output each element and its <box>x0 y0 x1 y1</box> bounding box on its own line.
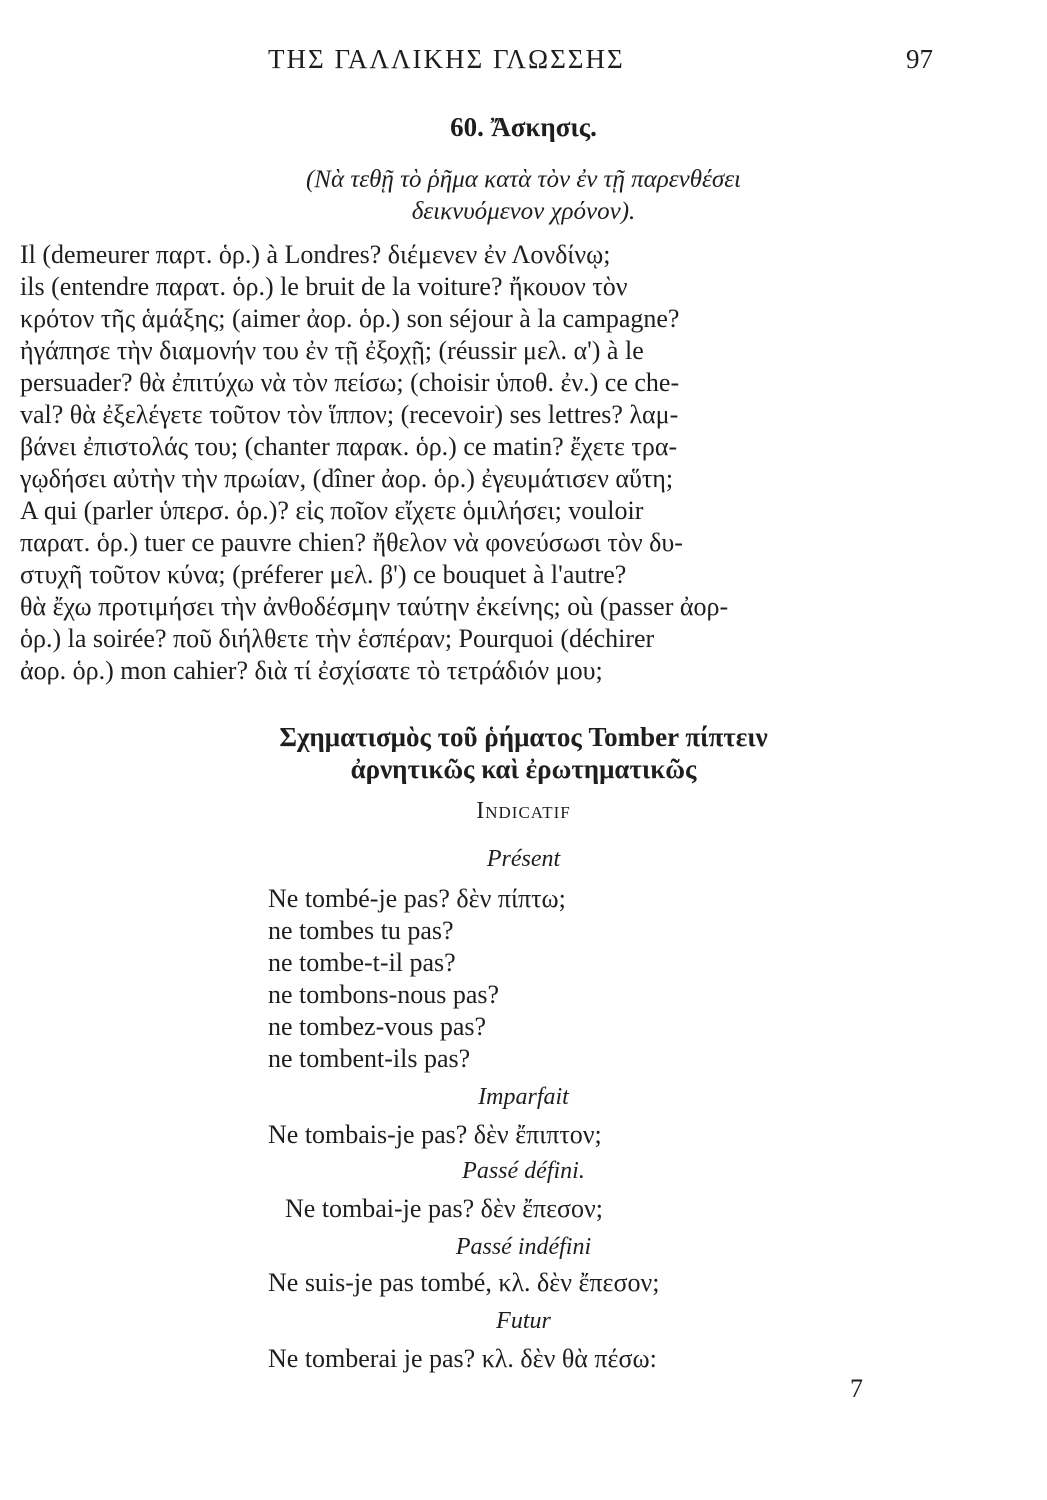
exercise-line: val? θὰ ἐξελέγετε τοῦτον τὸν ἵππον; (recevoir) ses lettres? λαμ- <box>20 400 679 429</box>
exercise-line: A qui (parler ὑπερσ. ὁρ.)? εἰς ποῖον εἴχετε ὁμιλήσει; vouloir <box>20 496 644 525</box>
tense-label-passe-indefini: Passé indéfini <box>455 1234 592 1260</box>
conjugation-form: ne tombons-nous pas? <box>268 980 500 1009</box>
tense-label-passe-defini: Passé défini. <box>462 1158 585 1184</box>
exercise-line: κρότον τῆς ἁμάξης; (aimer ἀορ. ὁρ.) son séjour à la campagne? <box>20 304 680 333</box>
exercise-line: ὁρ.) la soirée? ποῦ διήλθετε τὴν ἑσπέραν; Pourquoi (déchirer <box>20 624 655 653</box>
exercise-instruction-line-2: δεικνυόμενον χρόνον). <box>411 198 636 225</box>
page-number: 97 <box>906 44 933 74</box>
exercise-line: Il (demeurer παρτ. ὁρ.) à Londres? διέμενεν ἐν Λονδίνῳ; <box>20 240 611 269</box>
tense-label-futur: Futur <box>496 1308 551 1334</box>
exercise-line: persuader? θὰ ἐπιτύχω νὰ τὸν πείσω; (choisir ὑποθ. ἐν.) ce che- <box>20 368 680 397</box>
tense-label-imparfait: Imparfait <box>478 1084 569 1110</box>
exercise-line: ils (entendre παρατ. ὁρ.) le bruit de la voiture? ἤκουον τὸν <box>20 272 628 301</box>
mood-label: Indicatif <box>476 798 571 824</box>
conjugation-form: ne tombe-t-il pas? <box>268 948 456 977</box>
tense-label-present: Présent <box>486 846 561 872</box>
signature-mark: 7 <box>850 1374 863 1403</box>
conjugation-heading-line-1: Σχηματισμὸς τοῦ ῥήματος Tomber πίπτειν <box>279 722 768 752</box>
running-head <box>0 44 1047 80</box>
exercise-line: ἠγάπησε τὴν διαμονήν του ἐν τῇ ἐξοχῇ; (réussir μελ. α') à le <box>20 336 644 365</box>
conjugation-form-passe-indefini: Ne suis-je pas tombé, κλ. δὲν ἔπεσον; <box>268 1268 660 1297</box>
conjugation-form-imparfait: Ne tombais-je pas? δὲν ἔπιπτον; <box>268 1120 602 1149</box>
exercise-title: 60. Ἄσκησις. <box>450 112 597 142</box>
conjugation-form-futur: Ne tomberai je pas? κλ. δὲν θὰ πέσω: <box>268 1344 657 1373</box>
conjugation-form-passe-defini: Ne tombai-je pas? δὲν ἔπεσον; <box>285 1194 604 1223</box>
conjugation-form: ne tombez-vous pas? <box>268 1012 487 1041</box>
running-title: ΤΗΣ ΓΑΛΛΙΚΗΣ ΓΛΩΣΣΗΣ <box>268 44 625 74</box>
exercise-line: γῳδήσει αὐτὴν τὴν πρωίαν, (dîner ἀορ. ὁρ.) ἐγευμάτισεν αὕτη; <box>20 464 674 493</box>
exercise-line: θὰ ἔχω προτιμήσει τὴν ἀνθοδέσμην ταύτην ἐκείνης; où (passer ἀορ- <box>20 592 729 621</box>
exercise-line: στυχῆ τοῦτον κύνα; (préferer μελ. β') ce bouquet à l'autre? <box>20 560 627 589</box>
exercise-line: ἀορ. ὁρ.) mon cahier? διὰ τί ἐσχίσατε τὸ τετράδιόν μου; <box>20 656 603 685</box>
exercise-line: παρατ. ὁρ.) tuer ce pauvre chien? ἤθελον νὰ φονεύσωσι τὸν δυ- <box>20 528 683 557</box>
conjugation-form: ne tombes tu pas? <box>268 916 454 945</box>
conjugation-heading-line-2: ἀρνητικῶς καὶ ἐρωτηματικῶς <box>350 754 697 784</box>
conjugation-form: Ne tombé-je pas? δὲν πίπτω; <box>268 884 566 913</box>
exercise-instruction-line-1: (Νὰ τεθῇ τὸ ῥῆμα κατὰ τὸν ἐν τῇ παρενθέσει <box>305 166 741 193</box>
conjugation-form: ne tombent-ils pas? <box>268 1044 471 1073</box>
exercise-line: βάνει ἐπιστολάς του; (chanter παρακ. ὁρ.) ce matin? ἔχετε τρα- <box>20 432 678 461</box>
